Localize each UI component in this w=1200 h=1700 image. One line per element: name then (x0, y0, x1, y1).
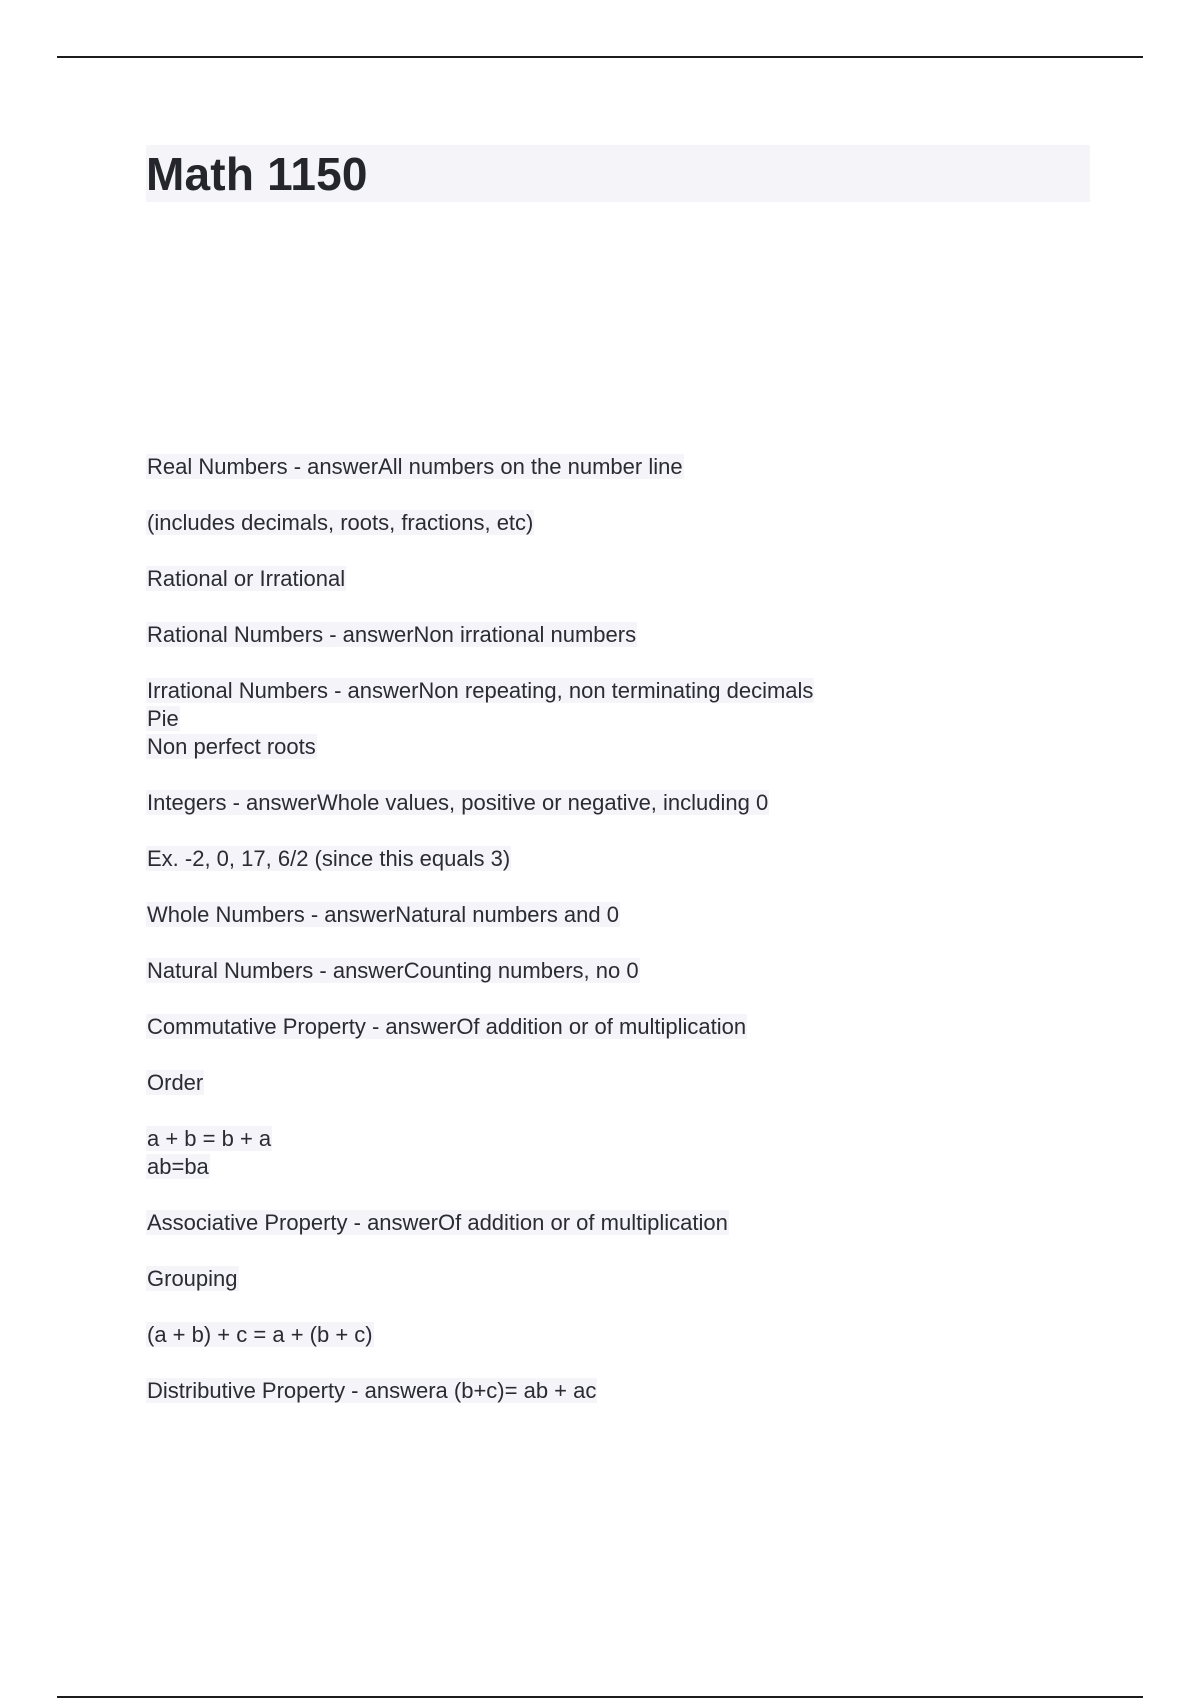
entry-rational-or-irrational (146, 565, 1106, 593)
entry-commutative-examples (146, 1125, 1106, 1181)
entry-commutative-property (146, 1013, 1106, 1041)
entry-line: Distributive Property - answera (b+c)= ab + ac (147, 1378, 597, 1403)
entry-associative-property (146, 1209, 1106, 1237)
entry-natural-numbers (146, 957, 1106, 985)
page-bottom-rule (57, 1696, 1143, 1698)
entry-line: Natural Numbers - answerCounting numbers, no 0 (147, 958, 639, 983)
entry-line: (includes decimals, roots, fractions, etc) (147, 510, 534, 535)
entry-irrational-numbers (146, 677, 1106, 761)
entry-line: Associative Property - answerOf addition or of multiplication (147, 1210, 728, 1235)
page-top-rule (57, 56, 1143, 58)
entry-line: Order (147, 1070, 204, 1095)
entry-line: Rational or Irrational (147, 566, 346, 591)
entry-whole-numbers (146, 901, 1106, 929)
entry-line: a + b = b + a (147, 1126, 272, 1151)
entry-line: Grouping (147, 1266, 238, 1291)
entry-line: Irrational Numbers - answerNon repeating, non terminating decimals (147, 678, 814, 703)
document-body (146, 453, 1106, 1433)
entry-integers-example (146, 845, 1106, 873)
entry-line: Ex. -2, 0, 17, 6/2 (since this equals 3) (147, 846, 511, 871)
entry-line: Real Numbers - answerAll numbers on the number line (147, 454, 683, 479)
entry-real-numbers-note (146, 509, 1106, 537)
entry-line: Integers - answerWhole values, positive or negative, including 0 (147, 790, 769, 815)
entry-associative-example (146, 1321, 1106, 1349)
document-title: Math 1150 (146, 148, 368, 200)
entry-line: ab=ba (147, 1154, 209, 1179)
entry-distributive-property (146, 1377, 1106, 1405)
entry-line: Whole Numbers - answerNatural numbers and 0 (147, 902, 619, 927)
entry-line: Pie (147, 706, 179, 731)
entry-rational-numbers (146, 621, 1106, 649)
entry-line: (a + b) + c = a + (b + c) (147, 1322, 373, 1347)
entry-line: Rational Numbers - answerNon irrational numbers (147, 622, 637, 647)
entry-real-numbers (146, 453, 1106, 481)
entry-order (146, 1069, 1106, 1097)
entry-integers (146, 789, 1106, 817)
entry-grouping (146, 1265, 1106, 1293)
entry-line: Non perfect roots (147, 734, 316, 759)
entry-line: Commutative Property - answerOf addition or of multiplication (147, 1014, 747, 1039)
